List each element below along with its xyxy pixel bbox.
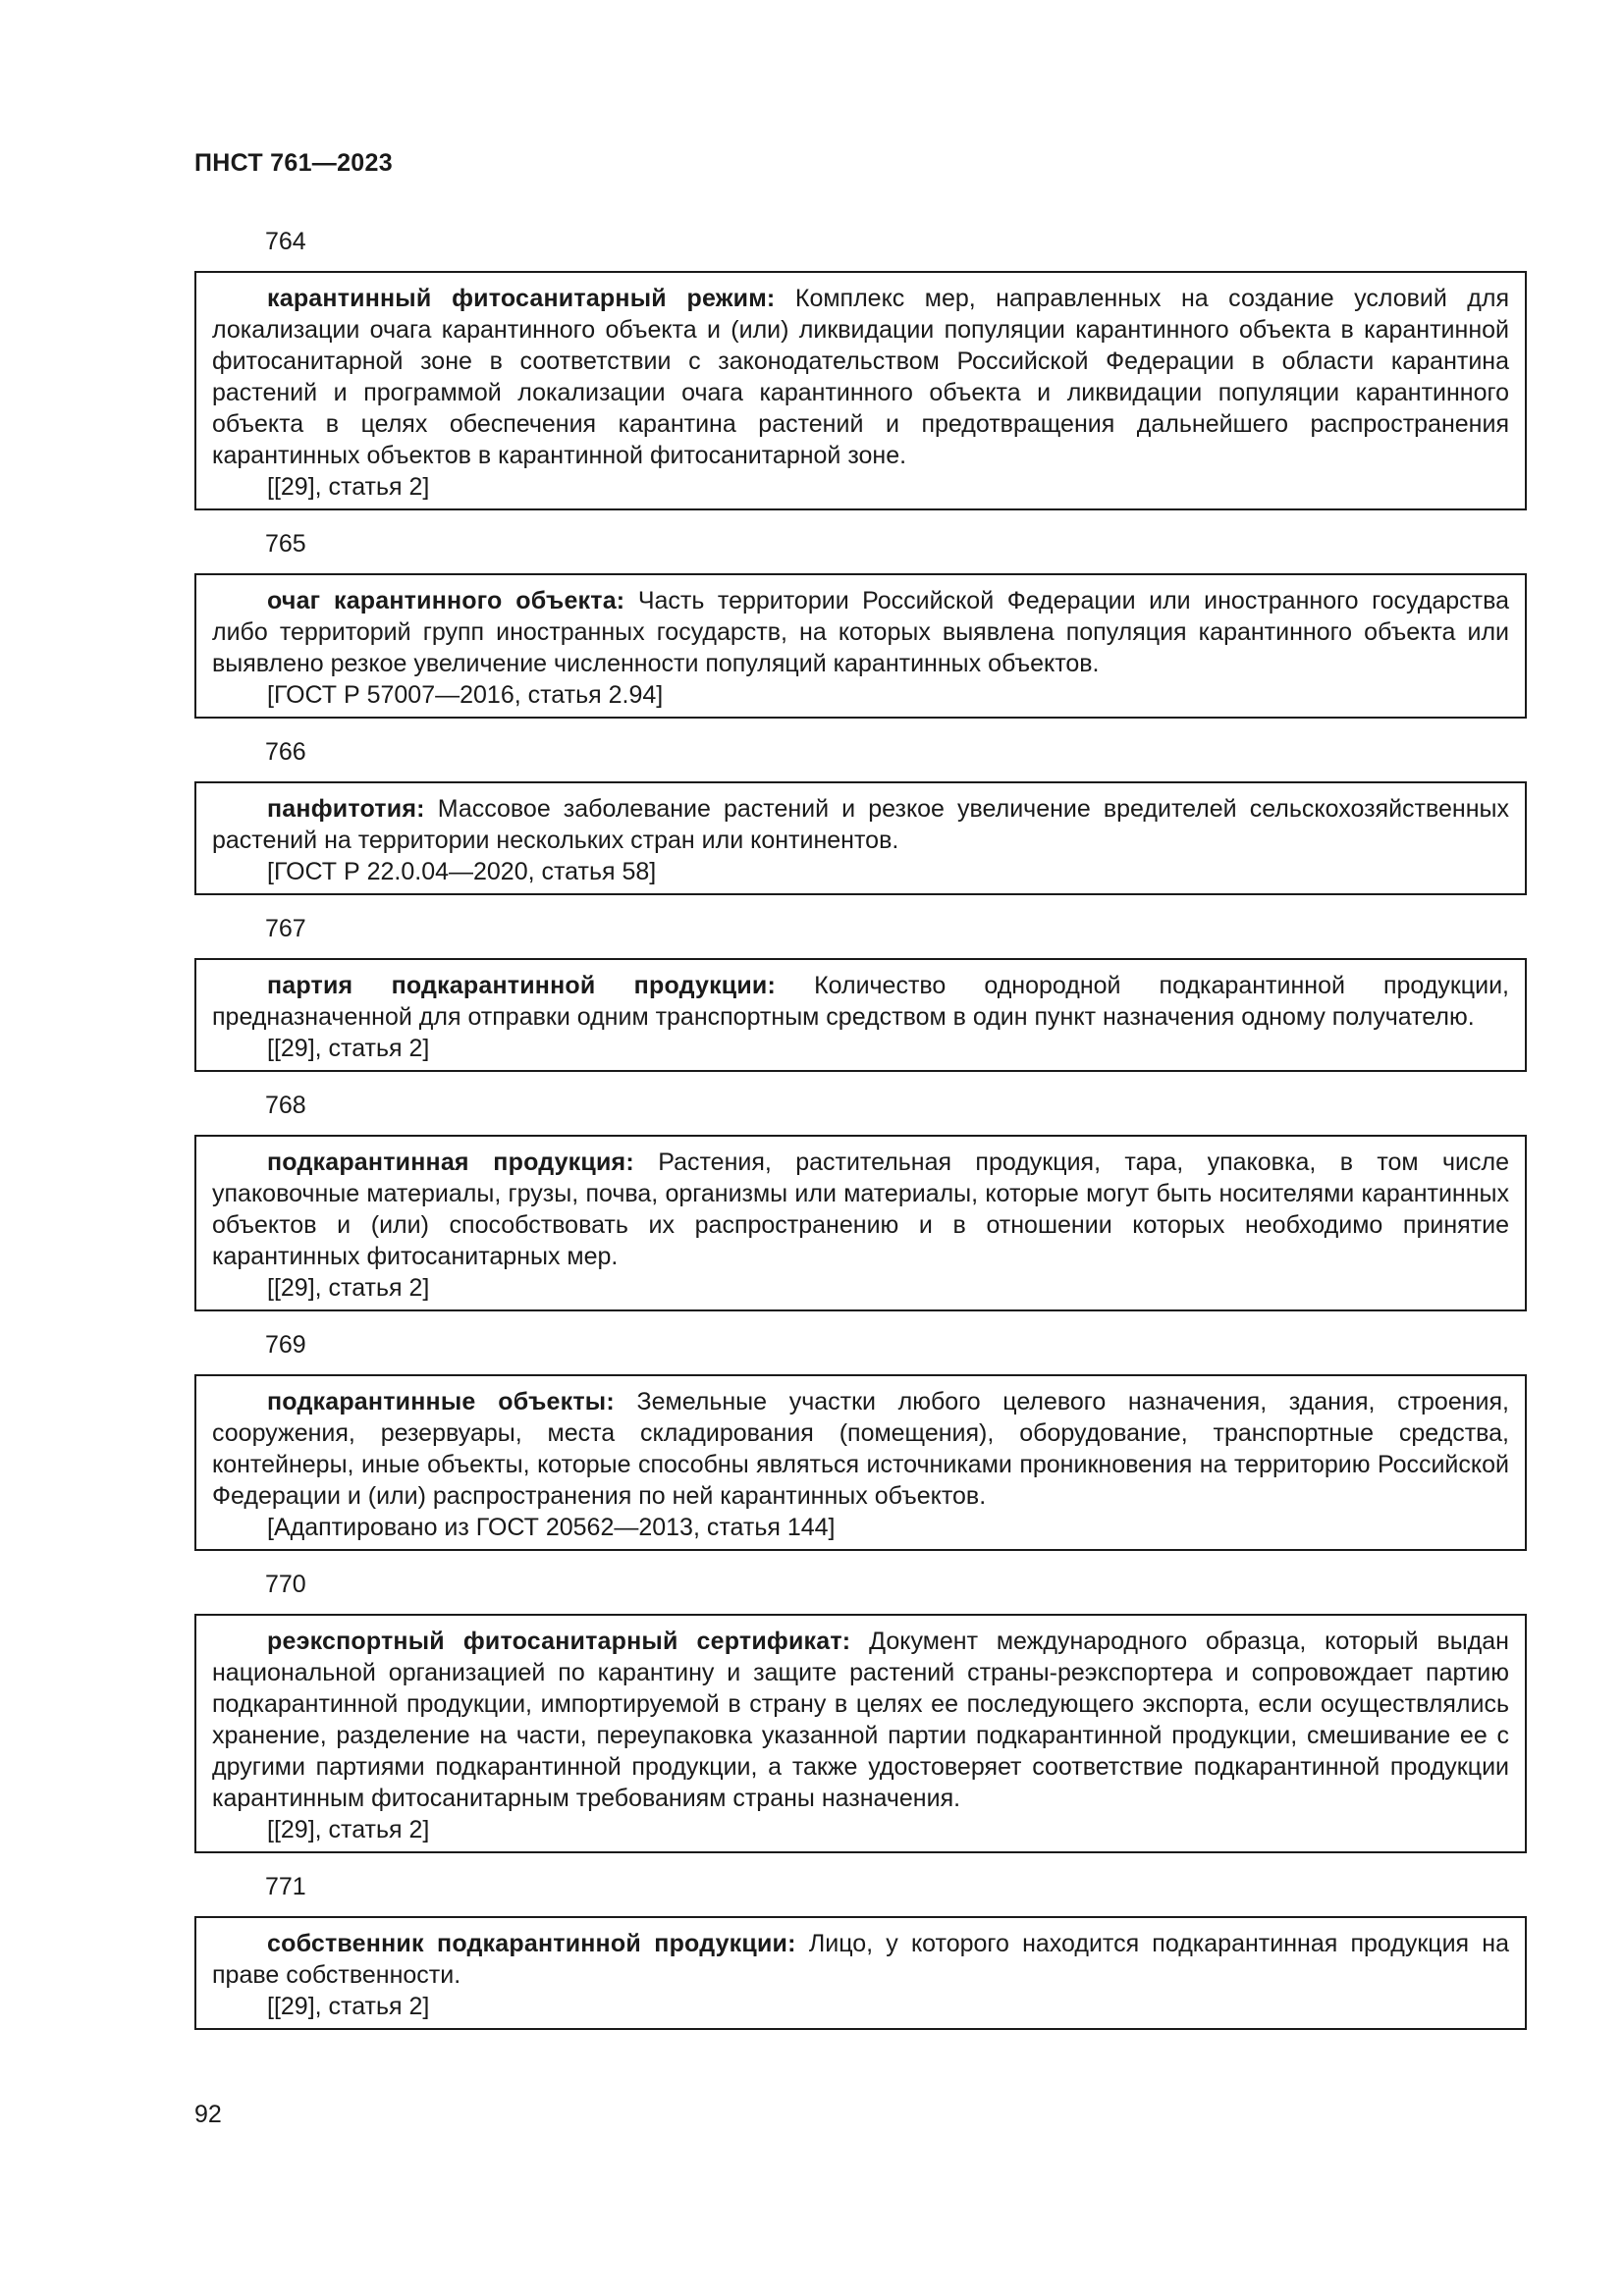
term-entry	[194, 1869, 1527, 2030]
term-box	[194, 958, 1527, 1072]
term-name: собственник подкарантинной продукции:	[267, 1930, 796, 1957]
entry-number: 768	[265, 1092, 306, 1119]
definition-paragraph	[212, 1626, 1509, 1814]
term-source: [[29], статья 2]	[267, 1035, 430, 1062]
term-entry	[194, 1567, 1527, 1853]
entry-number: 770	[265, 1571, 306, 1598]
entry-number: 764	[265, 228, 306, 255]
term-name: подкарантинные объекты:	[267, 1388, 615, 1415]
definition-paragraph	[212, 585, 1509, 679]
definition-paragraph	[212, 970, 1509, 1033]
term-definition: Комплекс мер, направленных на создание условий для локализации очага карантинного объекта и (или) ликвидации популяции карантинного объекта в карантинной фитосанитарной зоне в соответствии с законодательством Российской Федерации в области карантина растений и программой локализации очага карантинного объекта и ликвидации популяции карантинного объекта в целях обеспечения карантина растений и предотвращения дальнейшего распространения карантинных объектов в карантинной фитосанитарной зоне.	[212, 285, 1509, 469]
term-entry	[194, 1088, 1527, 1311]
entry-number: 771	[265, 1873, 306, 1900]
page-number: 92	[194, 2101, 222, 2128]
definition-paragraph	[212, 283, 1509, 471]
term-definition: Документ международного образца, который выдан национальной организацией по карантину и защите растений страны-реэкспортера и сопровождает партию подкарантинной продукции, импортируемой в страну в целях ее последующего экспорта, если осуществлялись хранение, разделение на части, переупаковка указанной партии подкарантинной продукции, смешивание ее с другими партиями подкарантинной продукции, а также удостоверяет соответствие подкарантинной продукции карантинным фитосанитарным требованиям страны назначения.	[212, 1628, 1509, 1812]
definition-paragraph	[212, 1386, 1509, 1512]
term-definition: Лицо, у которого находится подкарантинная продукция на праве собственности.	[212, 1930, 1509, 1989]
term-box	[194, 1374, 1527, 1551]
term-box	[194, 271, 1527, 510]
definition-paragraph	[212, 1928, 1509, 1991]
term-box	[194, 573, 1527, 719]
term-entry	[194, 224, 1527, 510]
term-source: [[29], статья 2]	[267, 473, 430, 501]
term-box	[194, 1614, 1527, 1853]
definition-paragraph	[212, 1147, 1509, 1272]
term-name: очаг карантинного объекта:	[267, 587, 625, 614]
term-name: подкарантинная продукция:	[267, 1148, 634, 1176]
term-name: партия подкарантинной продукции:	[267, 972, 777, 999]
definition-paragraph	[212, 793, 1509, 856]
term-source: [[29], статья 2]	[267, 1816, 430, 1843]
entry-number: 766	[265, 738, 306, 766]
term-definition: Количество однородной подкарантинной продукции, предназначенной для отправки одним транспортным средством в один пункт назначения одному получателю.	[212, 972, 1509, 1031]
term-definition: Часть территории Российской Федерации или иностранного государства либо территорий групп иностранных государств, на которых выявлена популяция карантинного объекта или выявлено резкое увеличение численности популяций карантинных объектов.	[212, 587, 1509, 677]
term-name: реэкспортный фитосанитарный сертификат:	[267, 1628, 851, 1655]
terms-list	[194, 224, 1527, 2046]
term-definition: Земельные участки любого целевого назначения, здания, строения, сооружения, резервуары, места складирования (помещения), оборудование, транспортные средства, контейнеры, иные объекты, которые способны являться источниками проникновения на территорию Российской Федерации и (или) распространения по ней карантинных объектов.	[212, 1388, 1509, 1510]
term-entry	[194, 911, 1527, 1072]
term-source: [ГОСТ Р 57007—2016, статья 2.94]	[267, 681, 664, 709]
document-header: ПНСТ 761—2023	[194, 149, 393, 177]
term-entry	[194, 1327, 1527, 1551]
term-source: [Адаптировано из ГОСТ 20562—2013, статья 144]	[267, 1514, 836, 1541]
term-name: карантинный фитосанитарный режим:	[267, 285, 776, 312]
entry-number: 767	[265, 915, 306, 942]
term-entry	[194, 526, 1527, 719]
term-box	[194, 1135, 1527, 1311]
term-box	[194, 1916, 1527, 2030]
term-definition: Массовое заболевание растений и резкое увеличение вредителей сельскохозяйственных растений на территории нескольких стран или континентов.	[212, 795, 1509, 854]
entry-number: 769	[265, 1331, 306, 1359]
term-source: [[29], статья 2]	[267, 1274, 430, 1302]
term-box	[194, 781, 1527, 895]
term-definition: Растения, растительная продукция, тара, упаковка, в том числе упаковочные материалы, грузы, почва, организмы или материалы, которые могут быть носителями карантинных объектов и (или) способствовать их распространению и в отношении которых необходимо принятие карантинных фитосанитарных мер.	[212, 1148, 1509, 1270]
entry-number: 765	[265, 530, 306, 558]
term-source: [ГОСТ Р 22.0.04—2020, статья 58]	[267, 858, 657, 885]
term-entry	[194, 734, 1527, 895]
term-name: панфитотия:	[267, 795, 425, 823]
term-source: [[29], статья 2]	[267, 1993, 430, 2020]
